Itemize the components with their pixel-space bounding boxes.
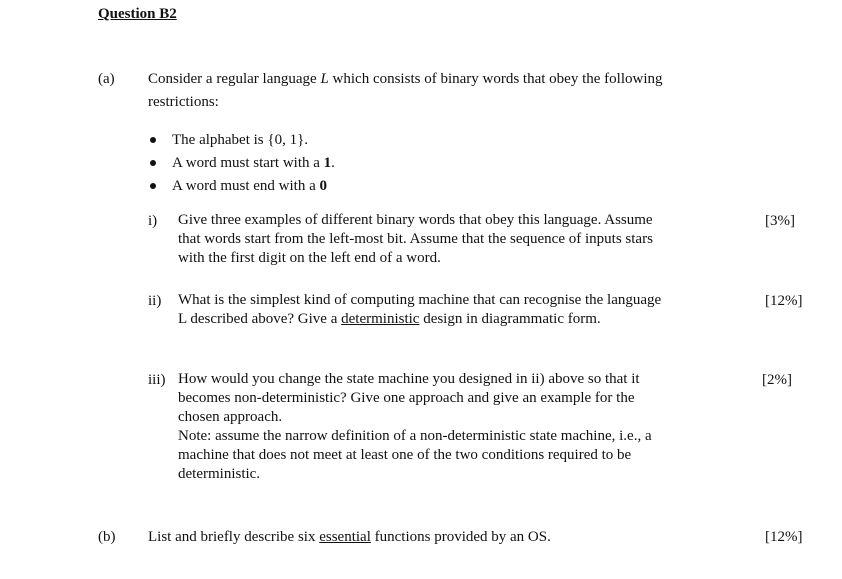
part-a-intro-line2: restrictions: bbox=[148, 94, 219, 110]
sub-question-line: Give three examples of different binary words that obey this language. Assume bbox=[178, 212, 653, 228]
marks-sub-iii: [2%] bbox=[762, 372, 792, 388]
restriction-text-post: . bbox=[331, 155, 335, 171]
intro-text-post: which consists of binary words that obey the following bbox=[328, 71, 663, 87]
intro-text-pre: Consider a regular language bbox=[148, 71, 321, 87]
sub-question-iii bbox=[148, 370, 748, 490]
sub-question-body bbox=[178, 211, 738, 268]
sub-question-line: Note: assume the narrow definition of a non-deterministic state machine, i.e., a bbox=[178, 428, 652, 444]
bullet-icon bbox=[150, 160, 156, 166]
underlined-term: essential bbox=[319, 529, 371, 545]
sub-question-ii bbox=[148, 291, 738, 331]
language-variable: L bbox=[320, 71, 329, 87]
restriction-digit: 0 bbox=[319, 178, 327, 194]
part-b-text-pre: List and briefly describe six bbox=[148, 529, 320, 545]
sub-question-line bbox=[178, 310, 738, 329]
part-a-label: (a) bbox=[98, 71, 115, 87]
marks-sub-ii: [12%] bbox=[765, 293, 803, 309]
part-b-label: (b) bbox=[98, 529, 116, 545]
sub-question-number: ii) bbox=[148, 293, 162, 309]
line-text-post: design in diagrammatic form. bbox=[419, 311, 601, 327]
restriction-item bbox=[150, 176, 335, 199]
marks-part-b: [12%] bbox=[765, 529, 803, 545]
restriction-item bbox=[150, 153, 335, 176]
sub-question-line: deterministic. bbox=[178, 466, 261, 482]
marks-sub-i: [3%] bbox=[765, 213, 795, 229]
sub-question-body bbox=[178, 291, 738, 329]
restriction-text: A word must start with a bbox=[172, 155, 324, 171]
line-text-pre: L described above? Give a bbox=[178, 311, 342, 327]
sub-question-number: i) bbox=[148, 213, 158, 229]
part-a-intro-line1 bbox=[148, 69, 662, 89]
bullet-icon bbox=[150, 137, 156, 143]
part-b-text-post: functions provided by an OS. bbox=[370, 529, 551, 545]
question-title: Question B2 bbox=[98, 6, 177, 22]
sub-question-number: iii) bbox=[148, 372, 166, 388]
sub-question-line: What is the simplest kind of computing machine that can recognise the language bbox=[178, 292, 662, 308]
underlined-term: deterministic bbox=[341, 311, 420, 327]
restrictions-list bbox=[150, 130, 335, 199]
sub-question-line: that words start from the left-most bit. Assume that the sequence of inputs stars bbox=[178, 231, 653, 247]
sub-question-line: chosen approach. bbox=[178, 409, 283, 425]
restriction-digit: 1 bbox=[323, 155, 332, 171]
restriction-item bbox=[150, 130, 335, 153]
sub-question-line: machine that does not meet at least one of the two conditions required to be bbox=[178, 447, 632, 463]
sub-question-line: becomes non-deterministic? Give one approach and give an example for the bbox=[178, 390, 635, 406]
sub-question-i bbox=[148, 211, 738, 271]
sub-question-line: How would you change the state machine you designed in ii) above so that it bbox=[178, 371, 640, 387]
part-b-text bbox=[148, 527, 551, 547]
restriction-text: The alphabet is {0, 1}. bbox=[172, 132, 309, 148]
sub-question-body bbox=[178, 370, 742, 484]
restriction-text: A word must end with a bbox=[172, 178, 320, 194]
sub-question-line: with the first digit on the left end of a word. bbox=[178, 250, 441, 266]
bullet-icon bbox=[150, 183, 156, 189]
